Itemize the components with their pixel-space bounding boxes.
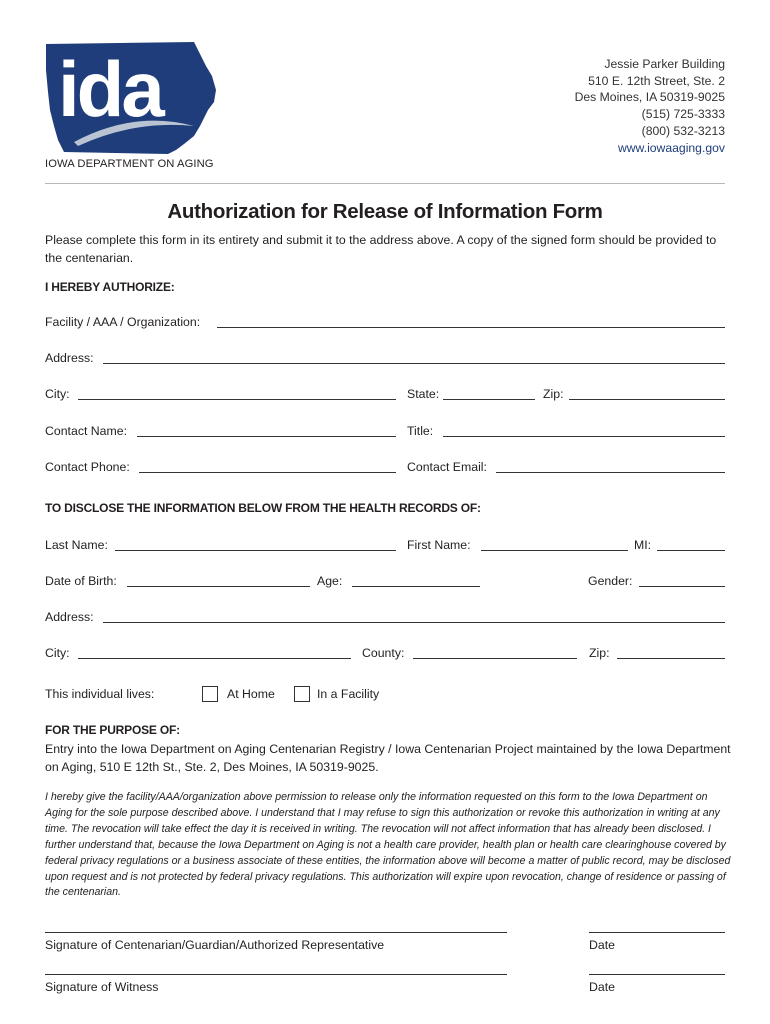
form-intro: Please complete this form in its entirety and submit it to the address above. A copy of the signed form should be provided to the centenarian. [45,233,717,265]
contact-title-label: Title: [407,424,434,438]
street-address: 510 E. 12th Street, Ste. 2 [588,73,725,88]
person-address-field[interactable] [103,622,725,623]
mi-label: MI: [634,538,652,552]
contact-email-field[interactable] [496,472,725,473]
centenarian-date-label: Date [589,938,615,952]
person-zip-field[interactable] [617,658,725,659]
witness-date-label: Date [589,980,615,994]
website-link[interactable]: www.iowaaging.gov [617,140,725,155]
building-name: Jessie Parker Building [604,57,725,71]
contact-name-field[interactable] [137,436,396,437]
mi-field[interactable] [657,550,725,551]
witness-signature-label: Signature of Witness [45,980,159,994]
age-label: Age: [317,574,343,588]
lives-label: This individual lives: [45,687,155,701]
person-city-field[interactable] [78,658,351,659]
legal-statement: I hereby give the facility/AAA/organization above permission to release only the information requested on this form to the Iowa Department on Aging for the sole purpose described above. I understand that I may refuse to sign this authorization or revoke this authorization in writing at any time. The revocation will take effect the day it is received in writing. The revocation will not affect information that has already been disclosed. I further understand that, because the Iowa Department on Aging is not a health care provider, health plan or health care clearinghouse covered by federal privacy regulations or a business associate of these entities, the information above will become a matter of public record, may be disclosed upon request and is not protected by federal privacy regulations. This authorization will expire upon revocation, change of residence or passing of the centenarian. [45,791,731,899]
person-address-label: Address: [45,610,94,624]
age-field[interactable] [352,586,480,587]
org-address-field[interactable] [103,363,725,364]
header-divider [45,183,725,184]
centenarian-signature-label: Signature of Centenarian/Guardian/Authorized Representative [45,938,385,952]
dob-field[interactable] [127,586,310,587]
org-state-label: State: [407,387,440,401]
authorize-heading: I HEREBY AUTHORIZE: [45,280,175,294]
agency-address-block [575,56,725,156]
logo-caption: IOWA DEPARTMENT ON AGING [45,158,214,170]
last-name-field[interactable] [115,550,396,551]
org-state-field[interactable] [443,399,535,400]
at-home-checkbox[interactable] [202,686,218,702]
contact-email-label: Contact Email: [407,460,487,474]
org-city-field[interactable] [78,399,396,400]
centenarian-date-field[interactable] [589,932,725,933]
org-city-label: City: [45,387,70,401]
logo-letters: ida [58,45,162,133]
org-zip-field[interactable] [569,399,725,400]
person-zip-label: Zip: [589,646,610,660]
facility-label: Facility / AAA / Organization: [45,315,201,329]
in-facility-label: In a Facility [317,687,380,701]
org-zip-label: Zip: [543,387,564,401]
facility-field[interactable] [217,327,725,328]
contact-title-field[interactable] [443,436,725,437]
dob-label: Date of Birth: [45,574,117,588]
city-state-zip: Des Moines, IA 50319-9025 [574,90,725,105]
witness-date-field[interactable] [589,974,725,975]
person-county-field[interactable] [413,658,577,659]
first-name-label: First Name: [407,538,471,552]
contact-phone-label: Contact Phone: [45,460,130,474]
person-city-label: City: [45,646,70,660]
phone-number-tollfree: (800) 532-3213 [641,123,725,138]
in-facility-checkbox[interactable] [294,686,310,702]
at-home-label: At Home [227,687,275,701]
phone-number-local: (515) 725-3333 [641,107,725,122]
contact-phone-field[interactable] [139,472,396,473]
purpose-heading: FOR THE PURPOSE OF: [45,723,180,737]
purpose-text: Entry into the Iowa Department on Aging Centenarian Registry / Iowa Centenarian Project maintained by the Iowa Department on Aging, 510 E 12th St., Ste. 2, Des Moines, IA 50319-9025. [45,742,731,774]
witness-signature-field[interactable] [45,974,507,975]
org-address-label: Address: [45,351,94,365]
person-county-label: County: [362,646,405,660]
first-name-field[interactable] [481,550,628,551]
form-title: Authorization for Release of Information Form [167,200,603,223]
gender-field[interactable] [639,586,725,587]
centenarian-signature-field[interactable] [45,932,507,933]
contact-name-label: Contact Name: [45,424,128,438]
disclose-heading: TO DISCLOSE THE INFORMATION BELOW FROM THE HEALTH RECORDS OF: [45,501,481,515]
last-name-label: Last Name: [45,538,108,552]
gender-label: Gender: [588,574,633,588]
